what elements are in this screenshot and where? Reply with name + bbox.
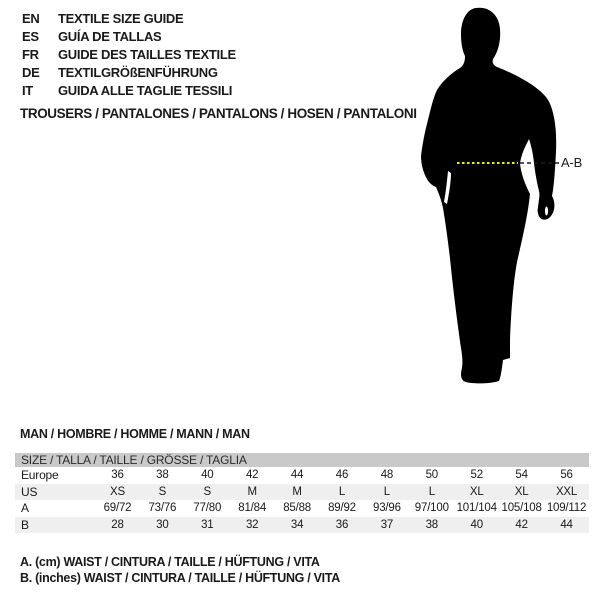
table-cell: 54 (515, 469, 528, 481)
language-label: TEXTILGRÖßENFÜHRUNG (58, 65, 218, 80)
table-cell: 48 (380, 469, 394, 481)
table-cell: 85/88 (283, 502, 311, 514)
language-code: DE (22, 65, 40, 80)
row-cells (95, 517, 589, 534)
size-table-header: SIZE / TALLA / TAILLE / GRÖSSE / TAGLIA (15, 453, 589, 467)
table-cell: XS (109, 485, 125, 498)
table-cell: 73/76 (148, 502, 177, 514)
table-cell: 42 (245, 469, 259, 481)
language-label: GUIDE DES TAILLES TEXTILE (58, 47, 236, 62)
table-cell: 36 (111, 469, 124, 481)
table-cell: 40 (201, 469, 214, 481)
size-table-body (15, 467, 589, 533)
table-cell: 52 (470, 469, 483, 481)
table-cell: 44 (560, 518, 573, 531)
language-code: EN (22, 11, 40, 26)
table-cell: 40 (470, 518, 483, 531)
table-cell: S (203, 485, 211, 498)
table-cell: 38 (156, 469, 169, 481)
table-cell: 97/100 (414, 502, 449, 514)
size-table (15, 453, 589, 533)
language-label: GUIDA ALLE TAGLIE TESSILI (58, 83, 233, 98)
table-cell: XL (469, 485, 484, 498)
table-row (15, 484, 589, 501)
man-silhouette-figure (405, 0, 600, 400)
table-cell: 69/72 (103, 502, 132, 514)
table-row (15, 500, 589, 517)
footnote-line: A. (cm) WAIST / CINTURA / TAILLE / HÜFTUNG / VITA (20, 555, 320, 569)
man-silhouette-svg (405, 0, 600, 400)
table-cell: 28 (111, 518, 124, 531)
table-cell: XL (514, 485, 529, 498)
hand-notch (545, 207, 548, 216)
table-cell: 81/84 (238, 502, 267, 514)
language-line (22, 28, 236, 46)
row-cells (95, 484, 589, 501)
table-cell: 37 (380, 518, 394, 531)
table-cell: 32 (245, 518, 259, 531)
table-cell: 89/92 (328, 502, 356, 514)
language-code: FR (22, 47, 39, 62)
table-cell: 38 (425, 518, 438, 531)
table-cell: 105/108 (501, 502, 542, 514)
table-cell: M (292, 485, 302, 498)
table-cell: M (247, 485, 257, 498)
table-cell: L (383, 485, 390, 498)
table-row (15, 467, 589, 484)
table-row (15, 517, 589, 534)
table-cell: 44 (290, 469, 304, 481)
row-label: Europe (21, 468, 59, 482)
table-cell: 93/96 (373, 502, 401, 514)
table-cell: 46 (335, 469, 349, 481)
table-cell: 109/112 (546, 502, 587, 514)
language-line (22, 64, 236, 82)
table-cell: L (338, 485, 346, 498)
row-cells (95, 500, 589, 517)
language-line (22, 46, 236, 64)
table-cell: L (428, 485, 435, 498)
language-line (22, 82, 236, 100)
table-cell: 56 (560, 469, 573, 481)
table-cell: 34 (290, 518, 304, 531)
row-label: A (21, 501, 29, 515)
language-line (22, 10, 236, 28)
language-code: ES (22, 29, 39, 44)
table-cell: 42 (515, 518, 528, 531)
measurement-label: A-B (561, 155, 583, 170)
man-silhouette (421, 8, 556, 384)
table-cell: 36 (335, 518, 349, 531)
table-cell: 30 (156, 518, 169, 531)
language-code: IT (22, 83, 33, 98)
table-cell: 77/80 (193, 502, 222, 514)
table-cell: 101/104 (456, 502, 497, 514)
section-title-man: MAN / HOMBRE / HOMME / MANN / MAN (20, 427, 250, 441)
footnote-line: B. (inches) WAIST / CINTURA / TAILLE / HÜFTUNG / VITA (20, 571, 340, 585)
row-label: B (21, 517, 29, 532)
row-label: US (21, 484, 38, 499)
table-cell: XXL (555, 485, 578, 498)
category-title: TROUSERS / PANTALONES / PANTALONS / HOSEN / PANTALONI (20, 106, 417, 121)
row-cells (95, 467, 589, 484)
table-cell: 31 (201, 518, 214, 531)
table-cell: S (158, 485, 167, 498)
language-label: GUÍA DE TALLAS (58, 29, 162, 44)
language-label: TEXTILE SIZE GUIDE (58, 11, 184, 26)
table-cell: 50 (425, 469, 438, 481)
footnotes (20, 554, 340, 586)
language-list (22, 10, 236, 100)
